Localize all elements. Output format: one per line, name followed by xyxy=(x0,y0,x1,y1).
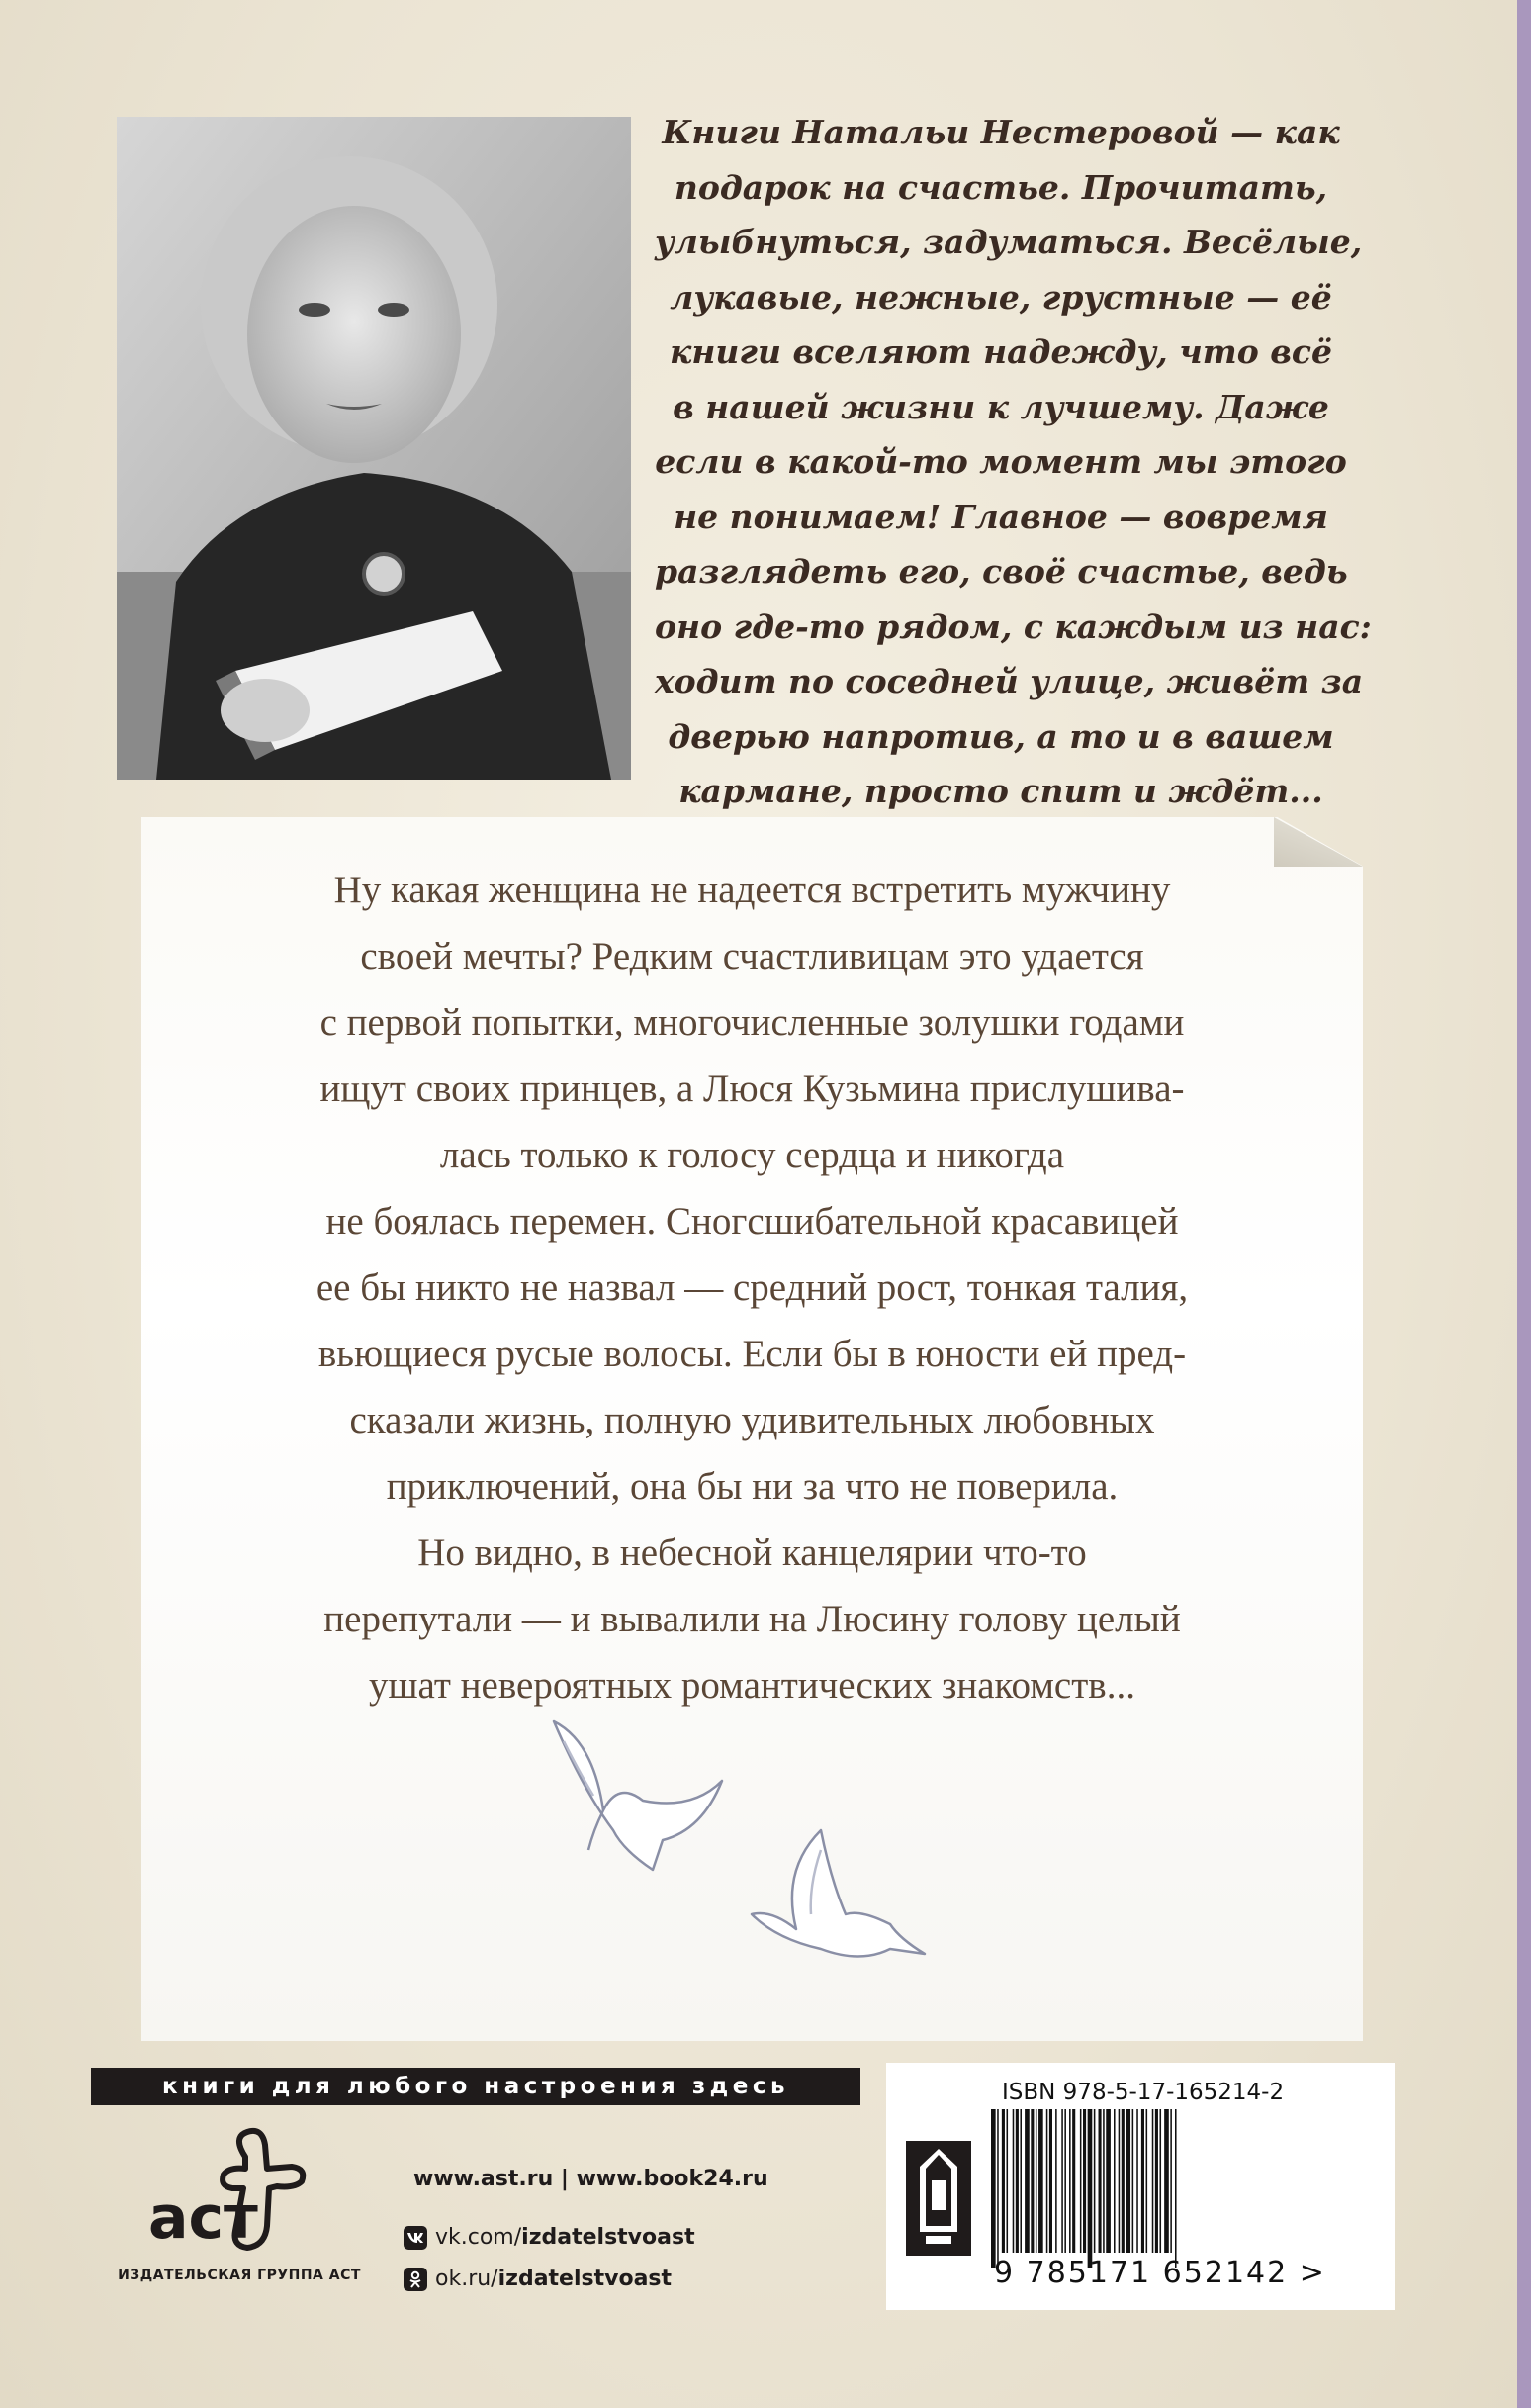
barcode-bar xyxy=(1025,2109,1030,2253)
author-blurb-line: в нашей жизни к лучшему. Даже xyxy=(673,387,1329,426)
author-blurb-line: ходит по соседней улице, живёт за xyxy=(655,662,1364,700)
barcode-bar xyxy=(1083,2109,1086,2253)
barcode-bar xyxy=(1119,2109,1121,2253)
barcode-bar xyxy=(1038,2109,1043,2253)
synopsis-line: лась только к голосу сердца и никогда xyxy=(439,1134,1065,1176)
barcode-digits: 9 785171 652142 > xyxy=(994,2256,1326,2290)
barcode-bar xyxy=(1152,2109,1154,2253)
synopsis-line: приключений, она бы ни за что не поверила. xyxy=(386,1465,1119,1508)
barcode-bar xyxy=(1099,2109,1102,2253)
barcode-bar xyxy=(1170,2109,1172,2253)
barcode-bar xyxy=(1080,2109,1082,2253)
barcode-bar xyxy=(991,2109,996,2268)
barcode-bar xyxy=(1103,2109,1105,2253)
vk-link[interactable] xyxy=(404,2225,695,2250)
barcode-bar xyxy=(1126,2109,1130,2253)
dove-icon xyxy=(554,1721,722,1870)
barcode-bar xyxy=(1036,2109,1037,2253)
barcode-bar xyxy=(1136,2109,1138,2253)
author-blurb-line: дверью напротив, а то и в вашем xyxy=(668,716,1334,756)
barcode-bar xyxy=(1106,2109,1111,2253)
synopsis-line: ищут своих принцев, а Люся Кузьмина прислушива- xyxy=(319,1067,1185,1110)
synopsis-text xyxy=(141,857,1363,1718)
barcode xyxy=(989,2109,1325,2268)
tagline-text: книги для любого настроения здесь xyxy=(161,2074,790,2099)
vk-icon xyxy=(404,2226,427,2250)
barcode-bar xyxy=(1046,2109,1048,2253)
synopsis-line: Но видно, в небесной канцелярии что-то xyxy=(417,1531,1087,1574)
vk-prefix: vk.com/ xyxy=(435,2225,522,2250)
barcode-bar xyxy=(1114,2109,1116,2253)
author-blurb-line: кармане, просто спит и ждёт... xyxy=(678,772,1323,810)
vk-handle: izdatelstvoast xyxy=(521,2225,695,2250)
barcode-bar xyxy=(1072,2109,1075,2253)
barcode-bar xyxy=(1132,2109,1134,2253)
dove-icon xyxy=(752,1830,925,1957)
synopsis-line: с первой попытки, многочисленные золушки годами xyxy=(319,1001,1185,1044)
author-blurb-line: книги вселяют надежду, что всё xyxy=(670,332,1332,371)
barcode-bar xyxy=(1088,2109,1093,2268)
barcode-bar xyxy=(1094,2109,1096,2253)
synopsis-line: не боялась перемен. Сногсшибательной красавицей xyxy=(325,1200,1179,1243)
barcode-bar xyxy=(1160,2109,1162,2253)
ok-icon xyxy=(404,2268,427,2291)
barcode-bar xyxy=(997,2109,999,2268)
author-blurb-line: не понимаем! Главное — вовремя xyxy=(674,497,1328,536)
author-blurb-line: подарок на счастье. Прочитать, xyxy=(674,167,1328,207)
publisher-name: ИЗДАТЕЛЬСКАЯ ГРУППА АСТ xyxy=(118,2268,361,2283)
ok-prefix: ok.ru/ xyxy=(435,2267,498,2291)
barcode-bar xyxy=(1031,2109,1034,2253)
barcode-bar xyxy=(1007,2109,1009,2253)
barcode-bar xyxy=(1061,2109,1063,2253)
ok-handle: izdatelstvoast xyxy=(497,2267,673,2291)
author-blurb xyxy=(655,105,1372,819)
synopsis-line: своей мечты? Редким счастливицам это удается xyxy=(360,935,1144,977)
tagline-bar xyxy=(91,2068,860,2105)
barcode-bar xyxy=(1122,2109,1125,2253)
barcode-bar xyxy=(1146,2109,1148,2253)
barcode-bar xyxy=(1155,2109,1158,2253)
spine-accent-strip xyxy=(1517,0,1531,2408)
barcode-bar xyxy=(1064,2109,1066,2253)
barcode-bar xyxy=(1055,2109,1057,2253)
barcode-bar xyxy=(1016,2109,1019,2253)
ok-link[interactable] xyxy=(404,2267,672,2291)
author-blurb-line: разглядеть его, своё счастье, ведь xyxy=(655,552,1348,591)
synopsis-line: сказали жизнь, полную удивительных любовных xyxy=(349,1399,1155,1441)
synopsis-line: Ну какая женщина не надеется встретить мужчину xyxy=(333,869,1171,911)
barcode-bar xyxy=(1020,2109,1022,2253)
author-photo xyxy=(117,117,631,780)
author-blurb-line: оно где-то рядом, с каждым из нас: xyxy=(655,606,1372,646)
synopsis-line: ее бы никто не назвал — средний рост, тонкая талия, xyxy=(315,1266,1189,1309)
author-blurb-line: если в какой-то момент мы этого xyxy=(655,442,1347,481)
barcode-bar xyxy=(1175,2109,1177,2268)
synopsis-line: перепутали — и вывалили на Люсину голову целый xyxy=(323,1598,1181,1640)
barcode-bar xyxy=(1164,2109,1169,2253)
barcode-bar xyxy=(1141,2109,1144,2253)
lantern-icon xyxy=(906,2141,971,2256)
barcode-bar xyxy=(1002,2109,1005,2253)
barcode-bar xyxy=(1049,2109,1052,2253)
barcode-bar xyxy=(1013,2109,1015,2253)
author-blurb-line: улыбнуться, задуматься. Весёлые, xyxy=(655,223,1363,261)
barcode-bar xyxy=(1069,2109,1071,2253)
ast-logo xyxy=(138,2127,316,2256)
synopsis-line: ушат невероятных романтических знакомств... xyxy=(369,1664,1135,1707)
author-blurb-line: лукавые, нежные, грустные — её xyxy=(670,277,1332,317)
publisher-websites[interactable]: www.ast.ru | www.book24.ru xyxy=(413,2167,768,2191)
author-blurb-line: Книги Натальи Нестеровой — как xyxy=(662,113,1340,151)
isbn-label: ISBN 978-5-17-165214-2 xyxy=(1002,2080,1285,2105)
doves-illustration xyxy=(534,1702,949,2028)
logo-text: аст xyxy=(148,2183,258,2253)
synopsis-line: вьющиеся русые волосы. Если бы в юности ей пред- xyxy=(317,1333,1187,1375)
